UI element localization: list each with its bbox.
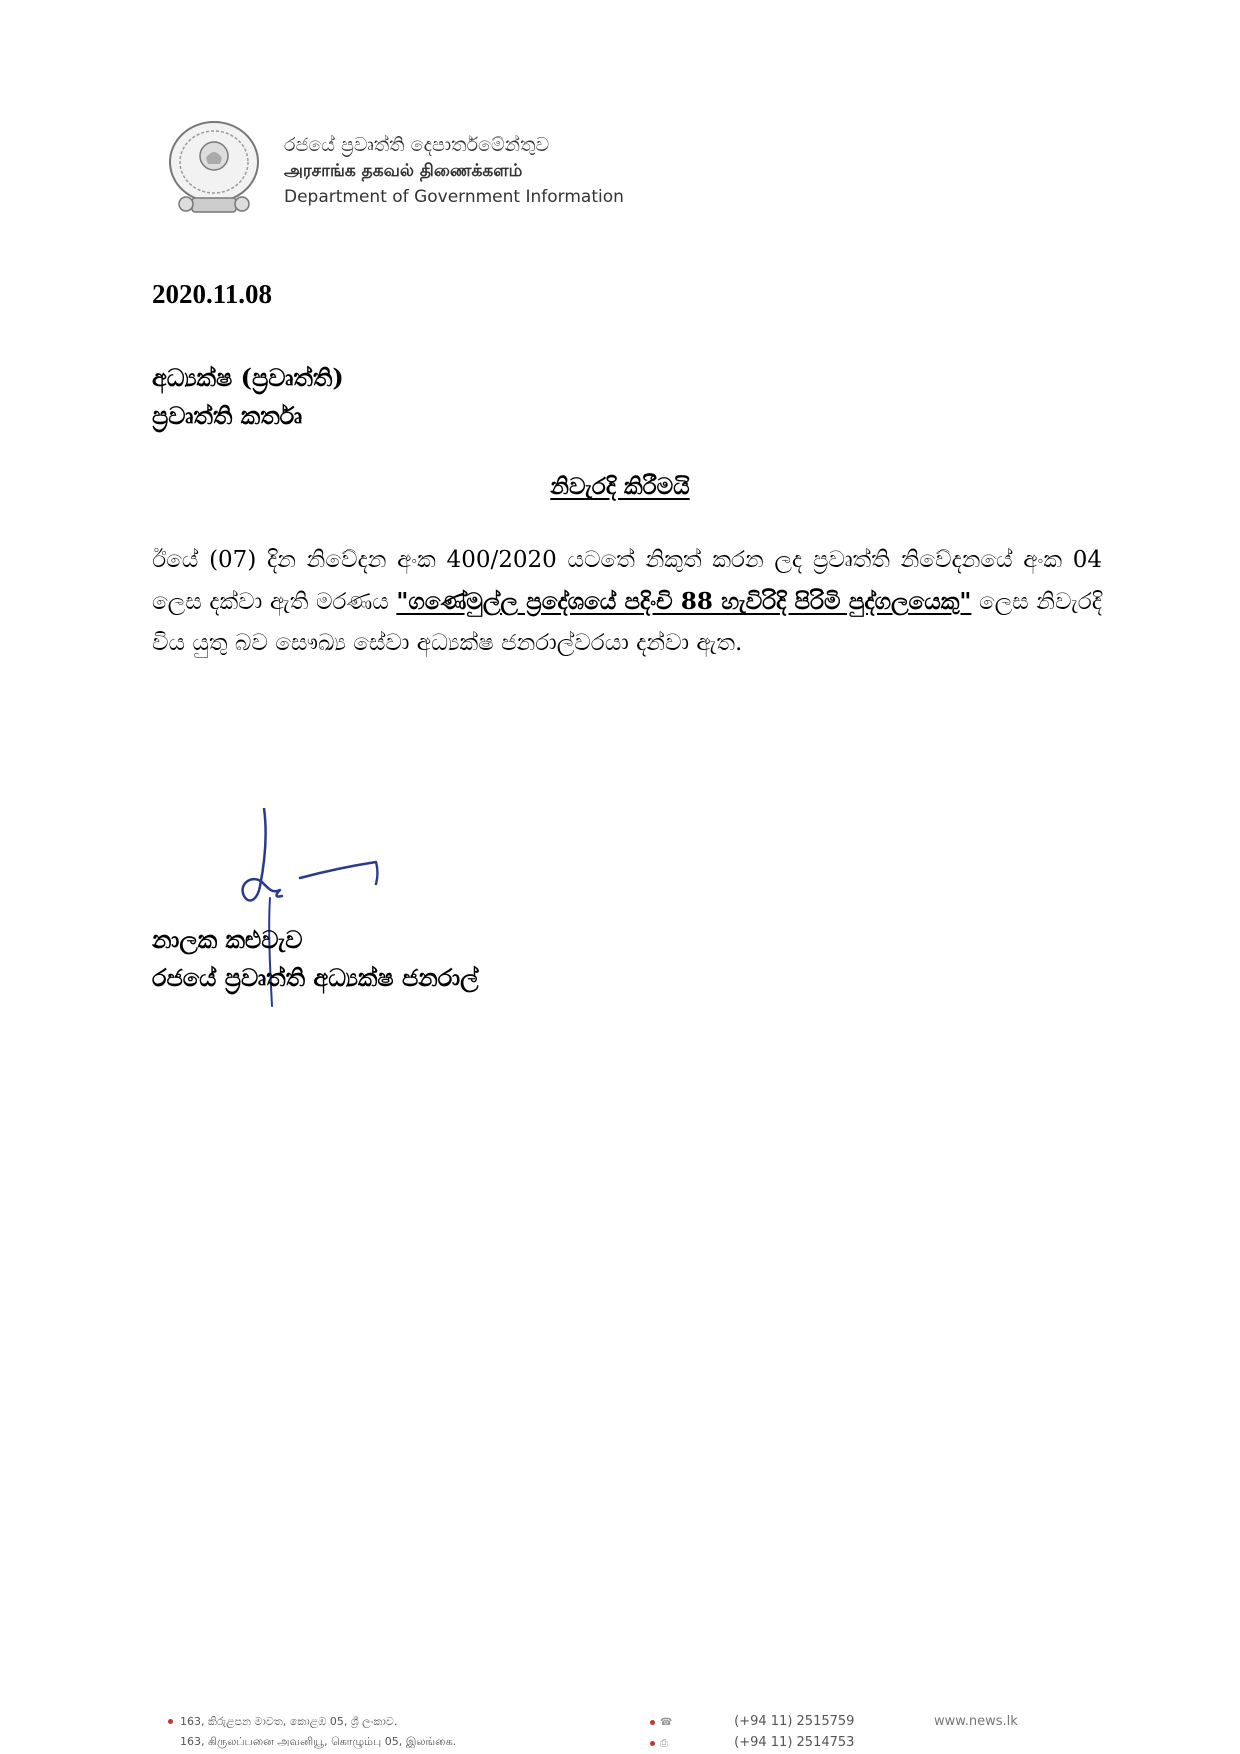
department-name-block <box>284 132 624 210</box>
footer-address <box>180 1712 456 1752</box>
signatory-name: නාලක කළුවැව <box>152 925 303 954</box>
department-name-sinhala: රජයේ ප්‍රවෘත්ති දෙපාර්තමේන්තුව <box>284 134 550 156</box>
signatory-title: රජයේ ප්‍රවෘත්ති අධ්‍යක්ෂ ජනරාල් <box>152 963 479 992</box>
body-text-part-2: ලෙස නිවැරදි විය යුතු බව සෞඛ්‍ය සේවා අධ්‍යක්ෂ ජනරාල්වරයා දන්වා ඇත. <box>152 589 1102 656</box>
letterhead <box>162 112 682 222</box>
department-name-tamil: அரசாங்க தகவல் திணைக்களம் <box>284 161 523 181</box>
phone-bullet-icon <box>650 1720 655 1725</box>
footer-phone: (+94 11) 2515759 <box>734 1714 855 1729</box>
government-emblem-icon <box>162 118 266 220</box>
footer-fax-row <box>650 1733 854 1754</box>
footer-contact <box>650 1712 854 1754</box>
addressee-line-1: අධ්‍යක්ෂ (ප්‍රවෘත්ති) <box>152 363 344 392</box>
addressee-block <box>152 359 344 435</box>
fax-icon: ⎙ <box>660 1738 668 1749</box>
footer-address-line-2: 163, கிருலப்பனை அவனியூ, கொழும்பு 05, இலங்கை. <box>180 1735 457 1748</box>
signatory-block <box>152 921 478 997</box>
footer-website: www.news.lk <box>934 1714 1018 1729</box>
letter-date: 2020.11.08 <box>152 279 273 309</box>
phone-icon: ☎ <box>660 1717 673 1728</box>
address-bullet-icon <box>168 1719 173 1724</box>
department-name-english: Department of Government Information <box>284 187 624 207</box>
footer-address-line-1: 163, කිරුළපන මාවත, කොළඹ 05, ශ්‍රී ලංකාව. <box>180 1715 398 1728</box>
addressee-line-2: ප්‍රවෘත්ති කර්තෘ <box>152 401 303 430</box>
footer-phone-row <box>650 1712 854 1733</box>
subject-heading <box>0 470 1240 504</box>
subject-text: නිවැරදි කිරීමයි <box>550 473 690 500</box>
body-text-part-1: ඊයේ (07) දින නිවේදන අංක 400/2020 යටතේ නිකුත් කරන ලද ප්‍රවෘත්ති නිවේදනයේ අංක 04 ලෙස දක්වා ඇති මරණය <box>152 547 1102 615</box>
letter-footer <box>0 1712 1240 1754</box>
fax-bullet-icon <box>650 1741 655 1746</box>
footer-fax: (+94 11) 2514753 <box>734 1735 855 1750</box>
body-paragraph <box>152 540 1102 664</box>
body-emphasis: "ගණේමුල්ල ප්‍රදේශයේ පදිංචි 88 හැවිරිදි පිරිමි පුද්ගලයෙකු" <box>396 588 972 615</box>
